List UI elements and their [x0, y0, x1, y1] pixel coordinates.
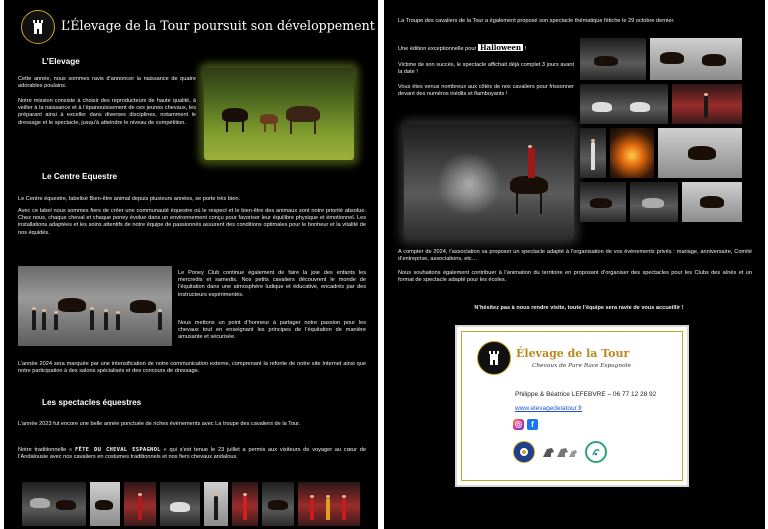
halloween-start: Une édition exceptionnelle pour	[398, 46, 477, 52]
halloween-main-photo	[404, 124, 574, 240]
card-website-link[interactable]: www.elevagedelatour.fr	[515, 405, 583, 412]
halloween-photo-9	[682, 182, 742, 222]
poney-club-photo	[18, 266, 172, 346]
elevage-logo	[21, 10, 55, 44]
halloween-line	[398, 44, 578, 53]
label-badge-icon	[513, 441, 535, 463]
centre-label: Le Centre équestre, labelisé Bien-être animal depuis plusieurs années, se porte très bien.	[18, 196, 241, 202]
facebook-icon[interactable]: f	[527, 419, 538, 430]
card-contact: Philippe & Béatrice LEFEBVRE – 06 77 12 28 92	[515, 391, 657, 398]
halloween-photo-5	[580, 128, 606, 178]
fete-photo-3	[124, 482, 156, 526]
halloween-photo-2	[650, 38, 742, 80]
poney-club-text: Le Poney Club continue également de faire la joie des enfants les mercredis et samedis. Nos petits cavaliers découvrent le monde de l’équitation dans une atmosphère ludique et éducative, encadrés par des instructeurs expérimentés.	[178, 270, 366, 298]
card-subtitle: Chevaux de Pure Race Espagnole	[532, 363, 631, 369]
horses-emblem-icon	[539, 443, 579, 461]
audience-text: Vous étes venus nombreux aux côtés de nos cavaliers pour frissonner devant des numéros inédits et flamboyants !	[398, 84, 574, 98]
halloween-photo-4	[672, 84, 742, 124]
spectacles-intro: L’année 2023 fut encore une belle année ponctuée de riches évènements avec La troupe des cavaliers de la Tour.	[18, 421, 301, 427]
halloween-photo-1	[580, 38, 646, 80]
halloween-end: !	[524, 46, 527, 52]
fete-photo-2	[90, 482, 120, 526]
halloween-fire-photo	[610, 128, 654, 178]
tower-icon	[28, 17, 48, 37]
halloween-photo-7	[580, 182, 626, 222]
fete-photo-1	[22, 482, 86, 526]
card-tower-icon	[484, 348, 504, 368]
ffe-label-icon	[585, 441, 607, 463]
instagram-icon[interactable]	[513, 419, 524, 430]
heading-spectacles: Les spectacles équestres	[42, 398, 142, 407]
halloween-photo-6	[658, 128, 742, 178]
business-card	[455, 325, 689, 487]
fete-event-name: FÊTE DU CHEVAL ESPAGNOL	[74, 447, 161, 453]
fete-photo-4	[160, 482, 200, 526]
fete-photo-8	[298, 482, 360, 526]
fete-photo-5	[204, 482, 228, 526]
halloween-word: Halloween	[479, 43, 522, 52]
communication-text: L’année 2024 sera marquée par une intensification de notre communication externe, comprenant la refonte de notre site Internet ainsi que notre participation à des salons spécialisés et des concours de dressage.	[18, 361, 366, 375]
success-text: Victime de son succès, le spectacle affichait déjà complet 3 jours avant la date !	[398, 62, 574, 76]
passion-text: Nous mettons un point d’honneur à partager notre passion pour les chevaux tout en enseignant les principes de l’équitation de manière amusante et sécurisée.	[178, 320, 366, 341]
card-logo	[477, 341, 511, 375]
centre-description: Avec ce label nous sommes fiers de créer une communauté équestre où le respect et le bien-être des animaux sont notre priorité absolue. Chez nous, chaque cheval et chaque poney évolue dans un environnement conçu pour favoriser leur équilibre physique et émotionnel. Les installations adaptées et les soins attentifs de notre équipe de passionnés assurent des conditions optimales pour le bonheur et la vitalité de nos équidés.	[18, 208, 366, 236]
fete-photo-6	[232, 482, 258, 526]
troupe-text: La Troupe des cavaliers de la Tour a également proposé son spectacle thématique fétiche le 29 octobre dernier.	[398, 18, 675, 24]
invitation-text: N’hésitez pas à nous rendre visite, toute l’équipe sera ravie de vous accueillir !	[474, 305, 684, 311]
fete-photo-7	[262, 482, 294, 526]
halloween-photo-8	[630, 182, 678, 222]
fete-text	[18, 447, 366, 461]
halloween-photo-3	[580, 84, 668, 124]
card-title: Élevage de la Tour	[516, 347, 630, 360]
foals-photo	[204, 68, 354, 160]
private-events-text: A compter de 2024, l’association va proposer un spectacle adapté à l’organisation de vos évènements privés : mariage, anniversaire, Comité d’entreprise, associations, etc…	[398, 249, 752, 263]
right-page	[384, 0, 765, 529]
newsletter-title: L’Élevage de la Tour poursuit son développement	[61, 18, 375, 33]
fete-text-start: Notre traditionnelle «	[18, 447, 73, 453]
heading-centre-equestre: Le Centre Equestre	[42, 172, 118, 181]
fete-text-end: » qui s’est tenue le 23 juillet a permis aux visiteurs de voyager au cœur de l’Andalousie avec nos cavaliers en costumes traditionnels et nos fiers chevaux andalous.	[18, 447, 366, 461]
territory-text: Nous souhaitons également contribuer à l’animation du territoire en proposant d’organiser des spectacles pour les Clubs des aînés et un format de spectacle adapté pour les écoles.	[398, 270, 752, 284]
heading-elevage: L’Elevage	[42, 57, 80, 66]
elevage-intro: Cette année, nous sommes ravis d’annoncer la naissance de quatre adorables poulains.	[18, 76, 196, 90]
elevage-mission: Notre mission consiste à choisir des reproducteurs de haute qualité, à veiller à la naissance et à l’épanouissement de ces jeunes chevaux, les préparant ainsi à exceller dans diverses disciplines, notamment le dressage et le spectacle, jusqu’à atteindre le niveau de compétition.	[18, 98, 196, 126]
left-page	[4, 0, 378, 529]
